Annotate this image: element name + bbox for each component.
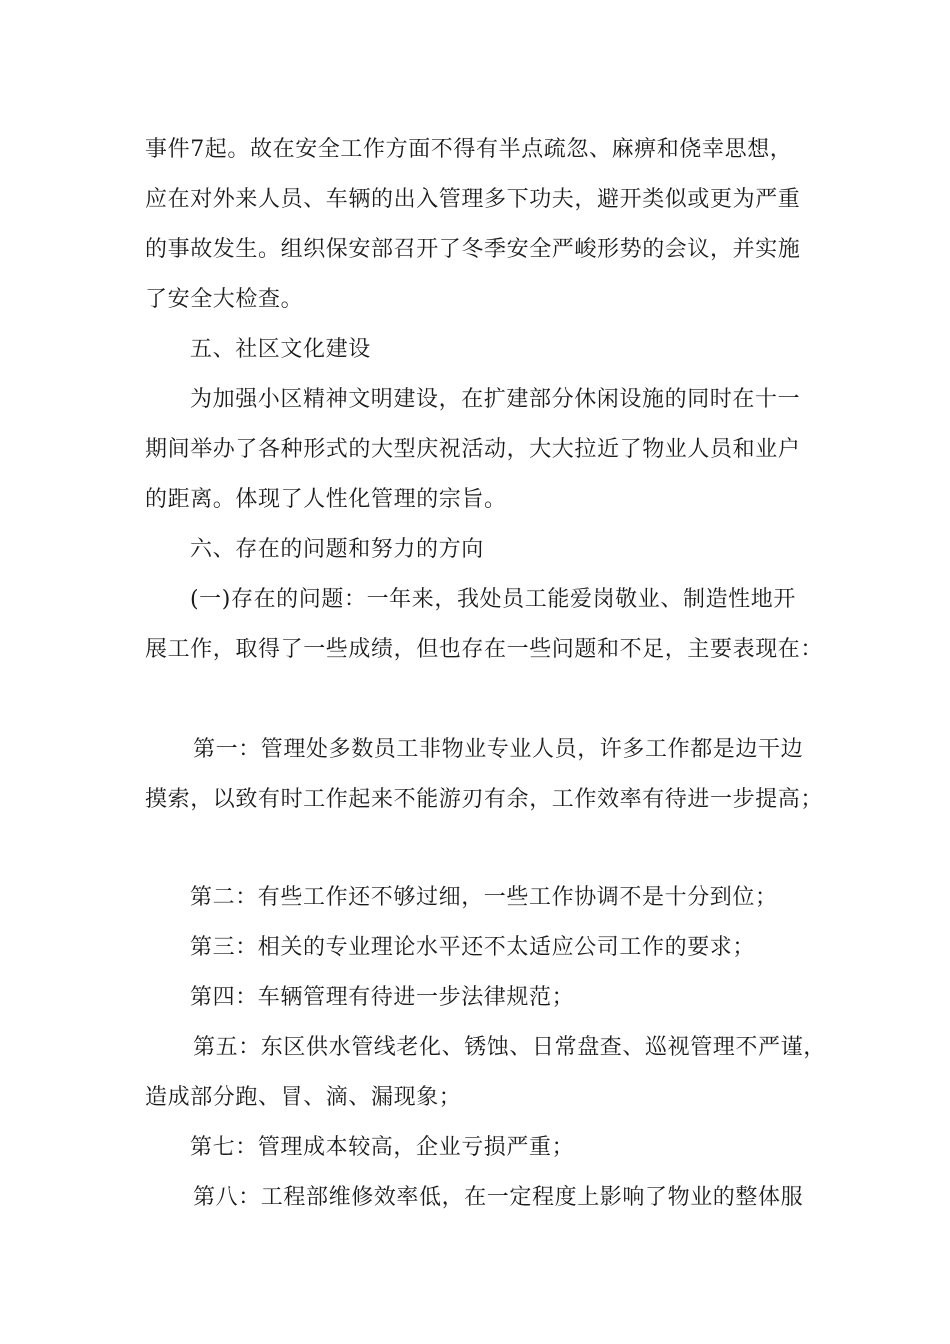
text-line: 第七：管理成本较高，企业亏损严重； — [190, 1135, 575, 1160]
text-line: 造成部分跑、冒、滴、漏现象； — [145, 1085, 462, 1110]
text-line: 第一：管理处多数员工非物业专业人员，许多工作都是边干边 — [193, 737, 804, 762]
text-line: 摸索，以致有时工作起来不能游刃有余，工作效率有待进一步提高； — [145, 787, 824, 812]
text-line: 为加强小区精神文明建设，在扩建部分休闲设施的同时在十一 — [190, 387, 801, 412]
text-line: (一)存在的问题：一年来，我处员工能爱岗敬业、制造性地开 — [190, 587, 796, 612]
text-line: 第三：相关的专业理论水平还不太适应公司工作的要求； — [190, 935, 756, 960]
text-line: 的距离。体现了人性化管理的宗旨。 — [145, 487, 507, 512]
text-line: 第四：车辆管理有待进一步法律规范； — [190, 985, 575, 1010]
text-line: 的事故发生。组织保安部召开了冬季安全严峻形势的会议，并实施 — [145, 237, 801, 262]
text-line: 应在对外来人员、车辆的出入管理多下功夫，避开类似或更为严重 — [145, 187, 801, 212]
section-heading: 六、存在的问题和努力的方向 — [190, 537, 484, 562]
text-line: 第五：东区供水管线老化、锈蚀、日常盘查、巡视管理不严谨， — [193, 1035, 826, 1060]
text-line: 了安全大检查。 — [145, 287, 304, 312]
text-line: 事件7起。故在安全工作方面不得有半点疏忽、麻痹和侥幸思想， — [145, 137, 793, 162]
text-line: 期间举办了各种形式的大型庆祝活动，大大拉近了物业人员和业户 — [145, 437, 801, 462]
section-heading: 五、社区文化建设 — [190, 337, 371, 362]
text-line: 第八：工程部维修效率低，在一定程度上影响了物业的整体服 — [193, 1185, 804, 1210]
text-line: 第二：有些工作还不够过细，一些工作协调不是十分到位； — [190, 885, 778, 910]
text-line: 展工作，取得了一些成绩，但也存在一些问题和不足，主要表现在： — [145, 637, 824, 662]
